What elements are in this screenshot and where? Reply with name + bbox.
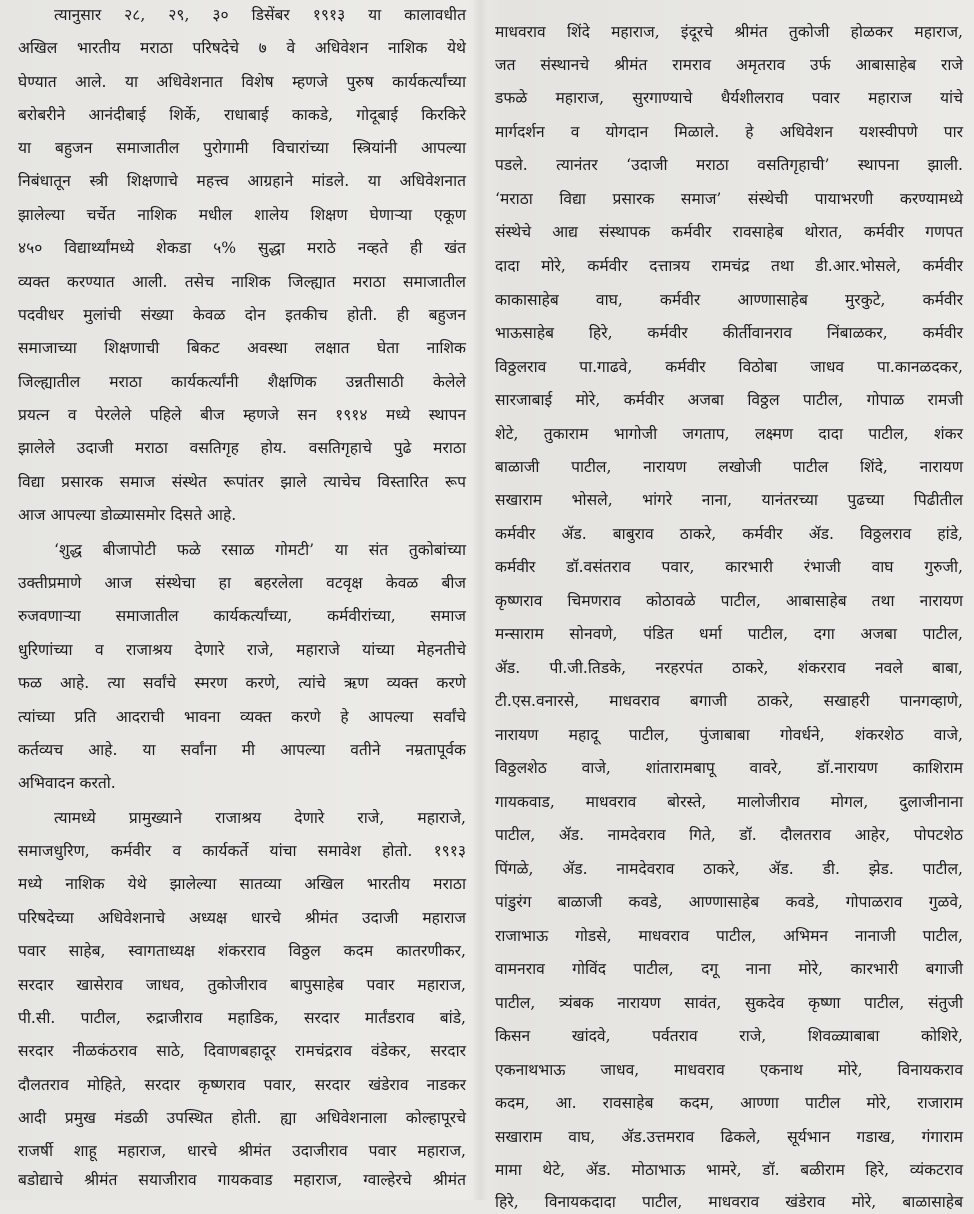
- text-line: पडले. त्यानंतर ‘उदाजी मराठा वसतिगृहाची’ स्थापना झाली.: [495, 156, 963, 174]
- text-line: टी.एस.वनारसे, माधवराव बगाजी ठाकरे, सखाहरी पानगव्हाणे,: [495, 692, 963, 710]
- text-line: समाजधुरिण, कर्मवीर व कार्यकर्ते यांचा समावेश होतो. १९१३: [18, 842, 466, 860]
- text-line: सखाराम वाघ, ॲड.उत्तमराव ढिकले, सूर्यभान गडाख, गंगाराम: [495, 1128, 963, 1146]
- text-line: ‘शुद्ध बीजापोटी फळे रसाळ गोमटी’ या संत तुकोबांच्या: [54, 541, 466, 559]
- text-line: त्यांच्या प्रति आदराची भावना व्यक्त करणे हे आपल्या सर्वांचे: [18, 708, 466, 726]
- text-line: आज आपल्या डोळ्यासमोर दिसते आहे.: [18, 506, 237, 524]
- text-line: जिल्ह्यातील मराठा कार्यकर्त्यांनी शैक्षणिक उन्नतीसाठी केलेले: [18, 373, 466, 391]
- text-line: फळ आहे. त्या सर्वांचे स्मरण करणे, त्यांचे ऋण व्यक्त करणे: [18, 674, 466, 692]
- text-line: सखाराम भोसले, भांगरे नाना, यानंतरच्या पुढच्या पिढीतील: [495, 491, 963, 509]
- text-line: आदी प्रमुख मंडळी उपस्थित होती. ह्या अधिवेशनाला कोल्हापूरचे: [18, 1109, 466, 1127]
- text-line: शेटे, तुकाराम भागोजी जगताप, लक्ष्मण दादा पाटील, शंकर: [495, 425, 963, 443]
- text-line: पी.सी. पाटील, रुद्राजीराव महाडिक, सरदार मार्तंडराव बांडे,: [18, 1009, 466, 1027]
- text-line: सरदार खासेराव जाधव, तुकोजीराव बापुसाहेब पवार महाराज,: [18, 976, 466, 994]
- text-line: पिंगळे, ॲड. नामदेवराव ठाकरे, ॲड. डी. झेड. पाटील,: [495, 860, 963, 878]
- text-line: राजाभाऊ गोडसे, माधवराव पाटील, अभिमन नानाजी पाटील,: [495, 927, 963, 945]
- text-line: बरोबरीने आनंदीबाई शिर्के, राधाबाई काकडे, गोदूबाई किरकिरे: [18, 106, 466, 124]
- text-line: कर्मवीर डॉ.वसंतराव पवार, कारभारी रंभाजी वाघ गुरुजी,: [495, 558, 963, 576]
- text-line: झालेले उदाजी मराठा वसतिगृह होय. वसतिगृहाचे पुढे मराठा: [18, 439, 466, 457]
- text-line: दौलतराव मोहिते, सरदार कृष्णराव पवार, सरदार खंडेराव नाडकर: [18, 1076, 466, 1094]
- text-line: डफळे महाराज, सुरगाण्याचे धैर्यशीलराव पवार महाराज यांचे: [495, 89, 963, 107]
- text-line: भाऊसाहेब हिरे, कर्मवीर कीर्तीवानराव निंबाळकर, कर्मवीर: [495, 324, 963, 342]
- text-line: वामनराव गोविंद पाटील, दगू नाना मोरे, कारभारी बगाजी: [495, 960, 963, 978]
- text-line: राजर्षी शाहू महाराज, धारचे श्रीमंत उदाजीराव पवार महाराज,: [18, 1142, 466, 1160]
- text-line: पवार साहेब, स्वागताध्यक्ष शंकरराव विठ्ठल कदम कातरणीकर,: [18, 942, 466, 960]
- text-line: दादा मोरे, कर्मवीर दत्तात्रय रामचंद्र तथा डी.आर.भोसले, कर्मवीर: [495, 257, 963, 275]
- text-line: हिरे, विनायकदादा पाटील, माधवराव खंडेराव मोरे, बाळासाहेब: [495, 1193, 963, 1211]
- text-line: गायकवाड, माधवराव बोरस्ते, मालोजीराव मोगल, दुलाजीनाना: [495, 793, 963, 811]
- text-line: उक्तीप्रमाणे आज संस्थेचा हा बहरलेला वटवृक्ष केवळ बीज: [18, 574, 466, 592]
- text-line: मध्ये नाशिक येथे झालेल्या सातव्या अखिल भारतीय मराठा: [18, 875, 466, 893]
- text-line: ४५० विद्यार्थ्यांमध्ये शेकडा ५% सुद्धा मराठे नव्हते ही खंत: [18, 239, 466, 257]
- text-line: ‘मराठा विद्या प्रसारक समाज’ संस्थेची पायाभरणी करण्यामध्ये: [495, 190, 963, 208]
- text-line: सारजाबाई मोरे, कर्मवीर अजबा विठ्ठल पाटील, गोपाळ रामजी: [495, 391, 963, 409]
- text-line: विठ्ठलराव पा.गाढवे, कर्मवीर विठोबा जाधव पा.कानळदकर,: [495, 358, 963, 376]
- text-line: विद्या प्रसारक समाज संस्थेत रूपांतर झाले त्याचेच विस्तारित रूप: [18, 473, 466, 491]
- text-line: बडोद्याचे श्रीमंत सयाजीराव गायकवाड महाराज, ग्वाल्हेरचे श्रीमंत: [18, 1171, 466, 1189]
- text-line: नारायण महादू पाटील, पुंजाबाबा गोवर्धने, शंकरशेठ वाजे,: [495, 726, 963, 744]
- text-line: पदवीधर मुलांची संख्या केवळ दोन इतकीच होती. ही बहुजन: [18, 306, 466, 324]
- text-line: सरदार नीळकंठराव साठे, दिवाणबहादूर रामचंद्रराव वंडेकर, सरदार: [18, 1042, 466, 1060]
- text-line: संस्थेचे आद्य संस्थापक कर्मवीर रावसाहेब थोरात, कर्मवीर गणपत: [495, 223, 963, 241]
- text-line: त्यामध्ये प्रामुख्याने राजाश्रय देणारे राजे, महाराजे,: [54, 809, 466, 827]
- text-line: माधवराव शिंदे महाराज, इंदूरचे श्रीमंत तुकोजी होळकर महाराज,: [495, 23, 963, 41]
- text-line: धुरिणांच्या व राजाश्रय देणारे राजे, महाराजे यांच्या मेहनतीचे: [18, 641, 466, 659]
- text-line: ॲड. पी.जी.तिडके, नरहरपंत ठाकरे, शंकरराव नवले बाबा,: [495, 659, 963, 677]
- text-line: पाटील, ॲड. नामदेवराव गिते, डॉ. दौलतराव आहेर, पोपटशेठ: [495, 826, 963, 844]
- text-line: परिषदेच्या अधिवेशनाचे अध्यक्ष धारचे श्रीमंत उदाजी महाराज: [18, 909, 466, 927]
- text-line: त्यानुसार २८, २९, ३० डिसेंबर १९१३ या कालावधीत: [54, 6, 466, 24]
- text-line: बाळाजी पाटील, नारायण लखोजी पाटील शिंदे, नारायण: [495, 458, 963, 476]
- text-line: अभिवादन करतो.: [18, 774, 116, 792]
- text-line: काकासाहेब वाघ, कर्मवीर आण्णासाहेब मुरकुटे, कर्मवीर: [495, 291, 963, 309]
- text-line: मामा थेटे, ॲड. मोठाभाऊ भामरे, डॉ. बळीराम हिरे, व्यंकटराव: [495, 1161, 963, 1179]
- text-line: विठ्ठलशेठ वाजे, शांतारामबापू वावरे, डॉ.नारायण काशिराम: [495, 759, 963, 777]
- text-line: कदम, आ. रावसाहेब कदम, आण्णा पाटील मोरे, राजाराम: [495, 1094, 963, 1112]
- text-line: व्यक्त करण्यात आली. तसेच नाशिक जिल्ह्यात मराठा समाजातील: [18, 273, 466, 291]
- text-line: निबंधातून स्त्री शिक्षणाचे महत्त्व आग्रहाने मांडले. या अधिवेशनात: [18, 172, 466, 190]
- text-line: मन्साराम सोनवणे, पंडित धर्मा पाटील, दगा अजबा पाटील,: [495, 625, 963, 643]
- text-line: प्रयत्न व पेरलेले पहिले बीज म्हणजे सन १९१४ मध्ये स्थापन: [18, 406, 466, 424]
- text-line: कर्तव्यच आहे. या सर्वांना मी आपल्या वतीने नम्रतापूर्वक: [18, 741, 466, 759]
- text-line: रुजवणाऱ्या समाजातील कार्यकर्त्यांच्या, कर्मवीरांच्या, समाज: [18, 607, 466, 625]
- text-line: कर्मवीर ॲड. बाबुराव ठाकरे, कर्मवीर ॲड. विठ्ठलराव हांडे,: [495, 525, 963, 543]
- text-line: एकनाथभाऊ जाधव, माधवराव एकनाथ मोरे, विनायकराव: [495, 1061, 963, 1079]
- text-line: समाजाच्या शिक्षणाची बिकट अवस्था लक्षात घेता नाशिक: [18, 339, 466, 357]
- text-line: किसन खांदवे, पर्वतराव राजे, शिवळ्याबाबा कोशिरे,: [495, 1027, 963, 1045]
- text-line: जत संस्थानचे श्रीमंत रामराव अमृतराव उर्फ आबासाहेब राजे: [495, 56, 963, 74]
- text-line: घेण्यात आले. या अधिवेशनात विशेष म्हणजे पुरुष कार्यकर्त्यांच्या: [18, 73, 466, 91]
- page-gutter: [472, 0, 488, 1200]
- text-line: कृष्णराव चिमणराव कोठावळे पाटील, आबासाहेब तथा नारायण: [495, 592, 963, 610]
- text-line: झालेल्या चर्चेत नाशिक मधील शालेय शिक्षण घेणाऱ्या एकूण: [18, 206, 466, 224]
- text-line: पांडुरंग बाळाजी कवडे, आण्णासाहेब कवडे, गोपाळराव गुळवे,: [495, 893, 963, 911]
- text-line: अखिल भारतीय मराठा परिषदेचे ७ वे अधिवेशन नाशिक येथे: [18, 39, 466, 57]
- text-line: या बहुजन समाजातील पुरोगामी विचारांच्या स्त्रियांनी आपल्या: [18, 139, 466, 157]
- text-line: मार्गदर्शन व योगदान मिळाले. हे अधिवेशन यशस्वीपणे पार: [495, 123, 963, 141]
- text-line: पाटील, त्र्यंबक नारायण सावंत, सुकदेव कृष्णा पाटील, संतुजी: [495, 994, 963, 1012]
